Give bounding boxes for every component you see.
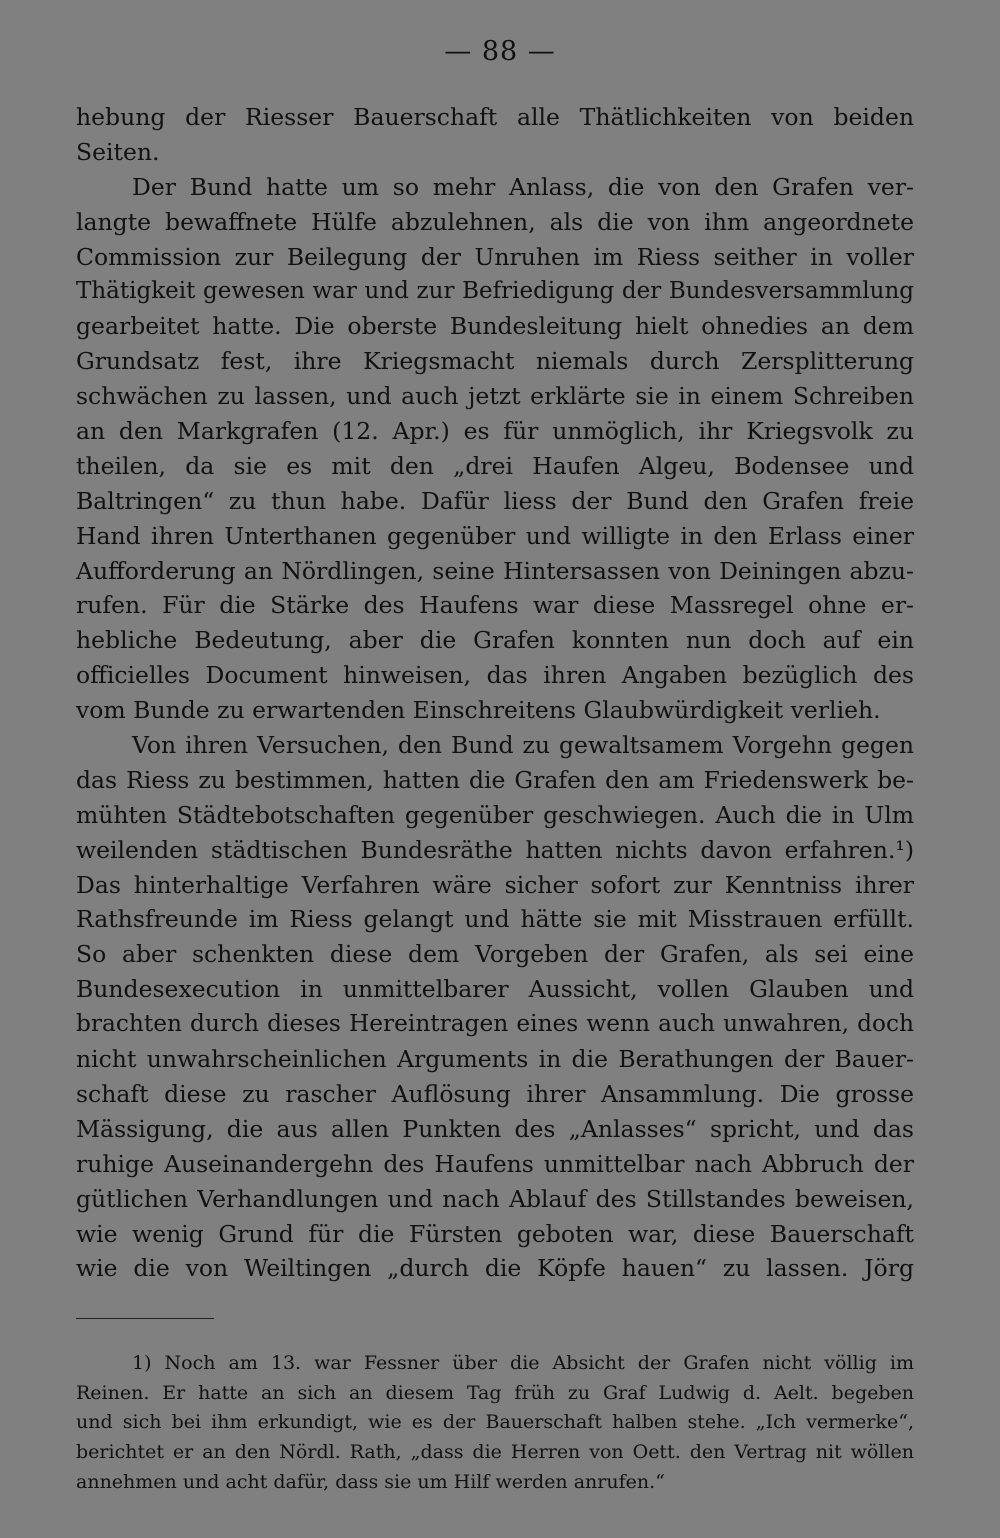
text-line: Commission zur Beilegung der Unruhen im Riess seither in voller (76, 242, 914, 271)
footnote-line: Reinen. Er hatte an sich an diesem Tag früh zu Graf Ludwig d. Aelt. begeben (76, 1381, 914, 1404)
text-line: wie wenig Grund für die Fürsten geboten war, diese Bauerschaft (76, 1219, 914, 1248)
text-line: gearbeitet hatte. Die oberste Bundesleitung hielt ohnedies an dem (76, 312, 914, 341)
text-line: schaft diese zu rascher Auflösung ihrer Ansammlung. Die grosse (76, 1079, 914, 1108)
page-number: — 88 — (444, 36, 556, 67)
text-line: rufen. Für die Stärke des Haufens war diese Massregel ohne er- (76, 591, 914, 620)
text-line: Aufforderung an Nördlingen, seine Hintersassen von Deiningen abzu- (76, 556, 914, 585)
text-line: Bundesexecution in unmittelbarer Aussicht, vollen Glauben und (76, 975, 914, 1004)
text-line: ruhige Auseinandergehn des Haufens unmittelbar nach Abbruch der (76, 1149, 914, 1178)
text-line: Der Bund hatte um so mehr Anlass, die von den Grafen ver- (132, 172, 914, 201)
text-line: langte bewaffnete Hülfe abzulehnen, als die von ihm angeordnete (76, 207, 914, 236)
footnote-line: und sich bei ihm erkundigt, wie es der Bauerschaft halben stehe. „Ich vermerke“, (76, 1411, 914, 1434)
text-line: Thätigkeit gewesen war und zur Befriedigung der Bundesversammlung (76, 278, 914, 305)
footnote-separator (76, 1318, 214, 1319)
footnote-line: 1) Noch am 13. war Fessner über die Absicht der Grafen nicht völlig im (132, 1352, 914, 1374)
text-line: Seiten. (76, 137, 160, 166)
text-line: officielles Document hinweisen, das ihren Angaben bezüglich des (76, 661, 914, 690)
text-line: hebliche Bedeutung, aber die Grafen konnten nun doch auf ein (76, 626, 914, 655)
text-line: wie die von Weiltingen „durch die Köpfe hauen“ zu lassen. Jörg (76, 1254, 914, 1283)
main-text (76, 100, 914, 1286)
text-line: an den Markgrafen (12. Apr.) es für unmöglich, ihr Kriegsvolk zu (76, 417, 914, 446)
text-line: hebung der Riesser Bauerschaft alle Thätlichkeiten von beiden (76, 103, 914, 131)
footnote-line: annehmen und acht dafür, dass sie um Hilf werden anrufen.“ (76, 1470, 665, 1493)
text-line: weilenden städtischen Bundesräthe hatten nichts davon erfahren.¹) (76, 835, 914, 864)
text-line: nicht unwahrscheinlichen Arguments in die Berathungen der Bauer- (76, 1045, 914, 1074)
footnotes (76, 1349, 914, 1497)
text-line: Von ihren Versuchen, den Bund zu gewaltsamem Vorgehn gegen (132, 731, 914, 760)
text-line: schwächen zu lassen, und auch jetzt erklärte sie in einem Schreiben (76, 382, 914, 411)
text-line: Rathsfreunde im Riess gelangt und hätte sie mit Misstrauen erfüllt. (76, 905, 914, 934)
text-line: gütlichen Verhandlungen und nach Ablauf des Stillstandes beweisen, (76, 1184, 914, 1213)
text-line: vom Bunde zu erwartenden Einschreitens Glaubwürdigkeit verlieh. (76, 696, 881, 725)
text-line: Das hinterhaltige Verfahren wäre sicher sofort zur Kenntniss ihrer (76, 870, 914, 899)
text-line: mühten Städtebotschaften gegenüber geschwiegen. Auch die in Ulm (76, 800, 914, 829)
text-line: theilen, da sie es mit den „drei Haufen Algeu, Bodensee und (76, 451, 914, 480)
text-line: So aber schenkten diese dem Vorgeben der Grafen, als sei eine (76, 940, 914, 969)
text-line: Grundsatz fest, ihre Kriegsmacht niemals durch Zersplitterung (76, 347, 914, 376)
text-line: Baltringen“ zu thun habe. Dafür liess der Bund den Grafen freie (76, 486, 914, 515)
text-line: brachten durch dieses Hereintragen eines wenn auch unwahren, doch (76, 1010, 914, 1038)
footnote-line: berichtet er an den Nördl. Rath, „dass die Herren von Oett. den Vertrag nit wöllen (76, 1441, 914, 1464)
text-line: das Riess zu bestimmen, hatten die Grafen den am Friedenswerk be- (76, 765, 914, 794)
text-line: Hand ihren Unterthanen gegenüber und willigte in den Erlass einer (76, 521, 914, 550)
text-line: Mässigung, die aus allen Punkten des „Anlasses“ spricht, und das (76, 1114, 914, 1143)
